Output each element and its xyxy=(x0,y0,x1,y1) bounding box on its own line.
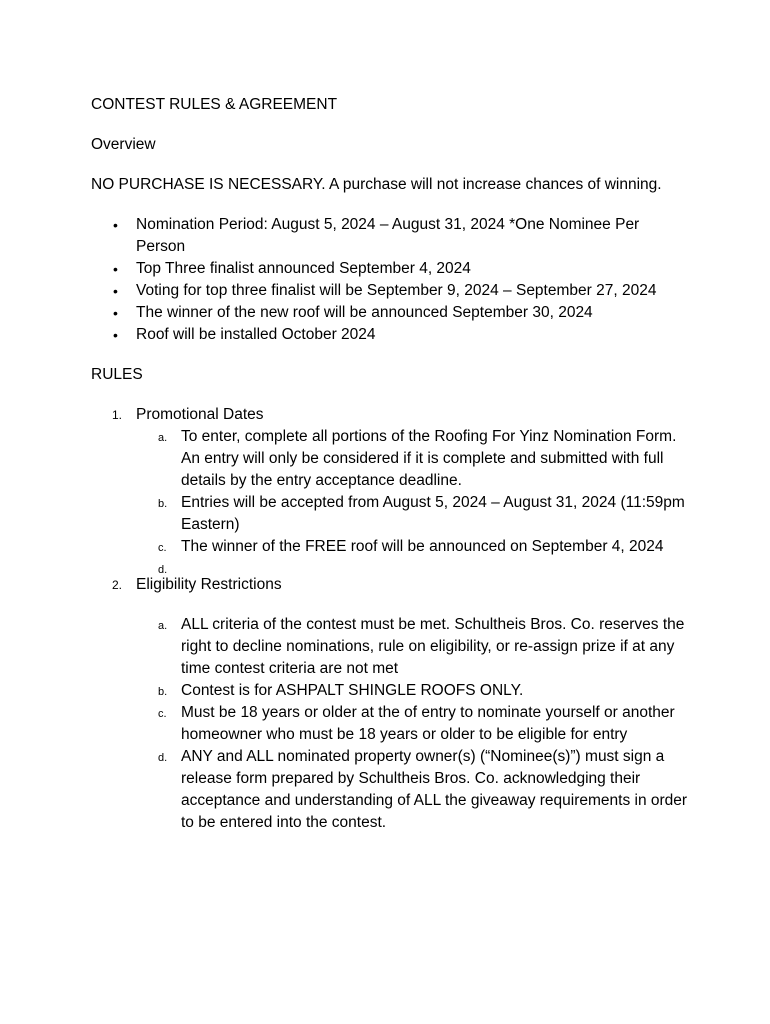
sub-item-text: To enter, complete all portions of the Roofing For Yinz Nomination Form. An entry will only be considered if it is complete and submitted with full details by the entry acceptance deadline. xyxy=(181,428,677,489)
sub-item-letter: a. xyxy=(158,620,168,632)
sub-item xyxy=(136,558,691,574)
sub-item-text: ALL criteria of the contest must be met. Schultheis Bros. Co. reserves the right to decline nominations, rule on eligibility, or re-assign prize if at any time contest criteria are not met xyxy=(181,616,685,677)
sub-item-text: Contest is for ASHPALT SHINGLE ROOFS ONLY. xyxy=(181,682,524,699)
sub-list xyxy=(136,426,691,574)
sub-item-letter: c. xyxy=(158,708,167,720)
spacer xyxy=(136,596,691,614)
sub-item-text: Must be 18 years or older at the of entry to nominate yourself or another homeowner who must be 18 years or older to be eligible for entry xyxy=(181,704,675,743)
bullet-item: • Roof will be installed October 2024 xyxy=(91,324,691,346)
sub-item-text: Entries will be accepted from August 5, 2024 – August 31, 2024 (11:59pm Eastern) xyxy=(181,494,685,533)
section-number: 1. xyxy=(112,408,123,422)
sub-item-text: The winner of the FREE roof will be announced on September 4, 2024 xyxy=(181,538,664,555)
sub-item-letter: d. xyxy=(158,564,168,576)
overview-heading: Overview xyxy=(91,136,156,153)
sub-item-letter: c. xyxy=(158,542,167,554)
document-page xyxy=(91,94,691,834)
rules-heading: RULES xyxy=(91,366,143,383)
rule-section-eligibility-restrictions xyxy=(91,574,691,834)
sub-item xyxy=(136,614,691,680)
sub-item xyxy=(136,702,691,746)
sub-item xyxy=(136,426,691,492)
sub-item xyxy=(136,680,691,702)
bullet-item: • Top Three finalist announced September 4, 2024 xyxy=(91,258,691,280)
bullet-item: • Nomination Period: August 5, 2024 – August 31, 2024 *One Nominee Per Person xyxy=(91,214,691,258)
sub-item-letter: d. xyxy=(158,752,168,764)
document-title: CONTEST RULES & AGREEMENT xyxy=(91,96,338,113)
sub-item-letter: b. xyxy=(158,686,168,698)
rules-list xyxy=(91,404,691,834)
section-title: Promotional Dates xyxy=(136,406,264,423)
sub-item-letter: a. xyxy=(158,432,168,444)
bullet-item: • Voting for top three finalist will be September 9, 2024 – September 27, 2024 xyxy=(91,280,691,302)
sub-item xyxy=(136,492,691,536)
purchase-notice: NO PURCHASE IS NECESSARY. A purchase will not increase chances of winning. xyxy=(91,176,662,193)
sub-item xyxy=(136,746,691,834)
rule-section-promotional-dates xyxy=(91,404,691,574)
sub-item-letter: b. xyxy=(158,498,168,510)
sub-item xyxy=(136,536,691,558)
section-number: 2. xyxy=(112,578,123,592)
overview-bullet-list xyxy=(91,214,691,346)
sub-list xyxy=(136,614,691,834)
section-title: Eligibility Restrictions xyxy=(136,576,282,593)
sub-item-text: ANY and ALL nominated property owner(s) (“Nominee(s)”) must sign a release form prepared by Schultheis Bros. Co. acknowledging their acceptance and understanding of ALL the giveaway requirements in order to be entered into the contest. xyxy=(181,748,688,831)
bullet-item: • The winner of the new roof will be announced September 30, 2024 xyxy=(91,302,691,324)
